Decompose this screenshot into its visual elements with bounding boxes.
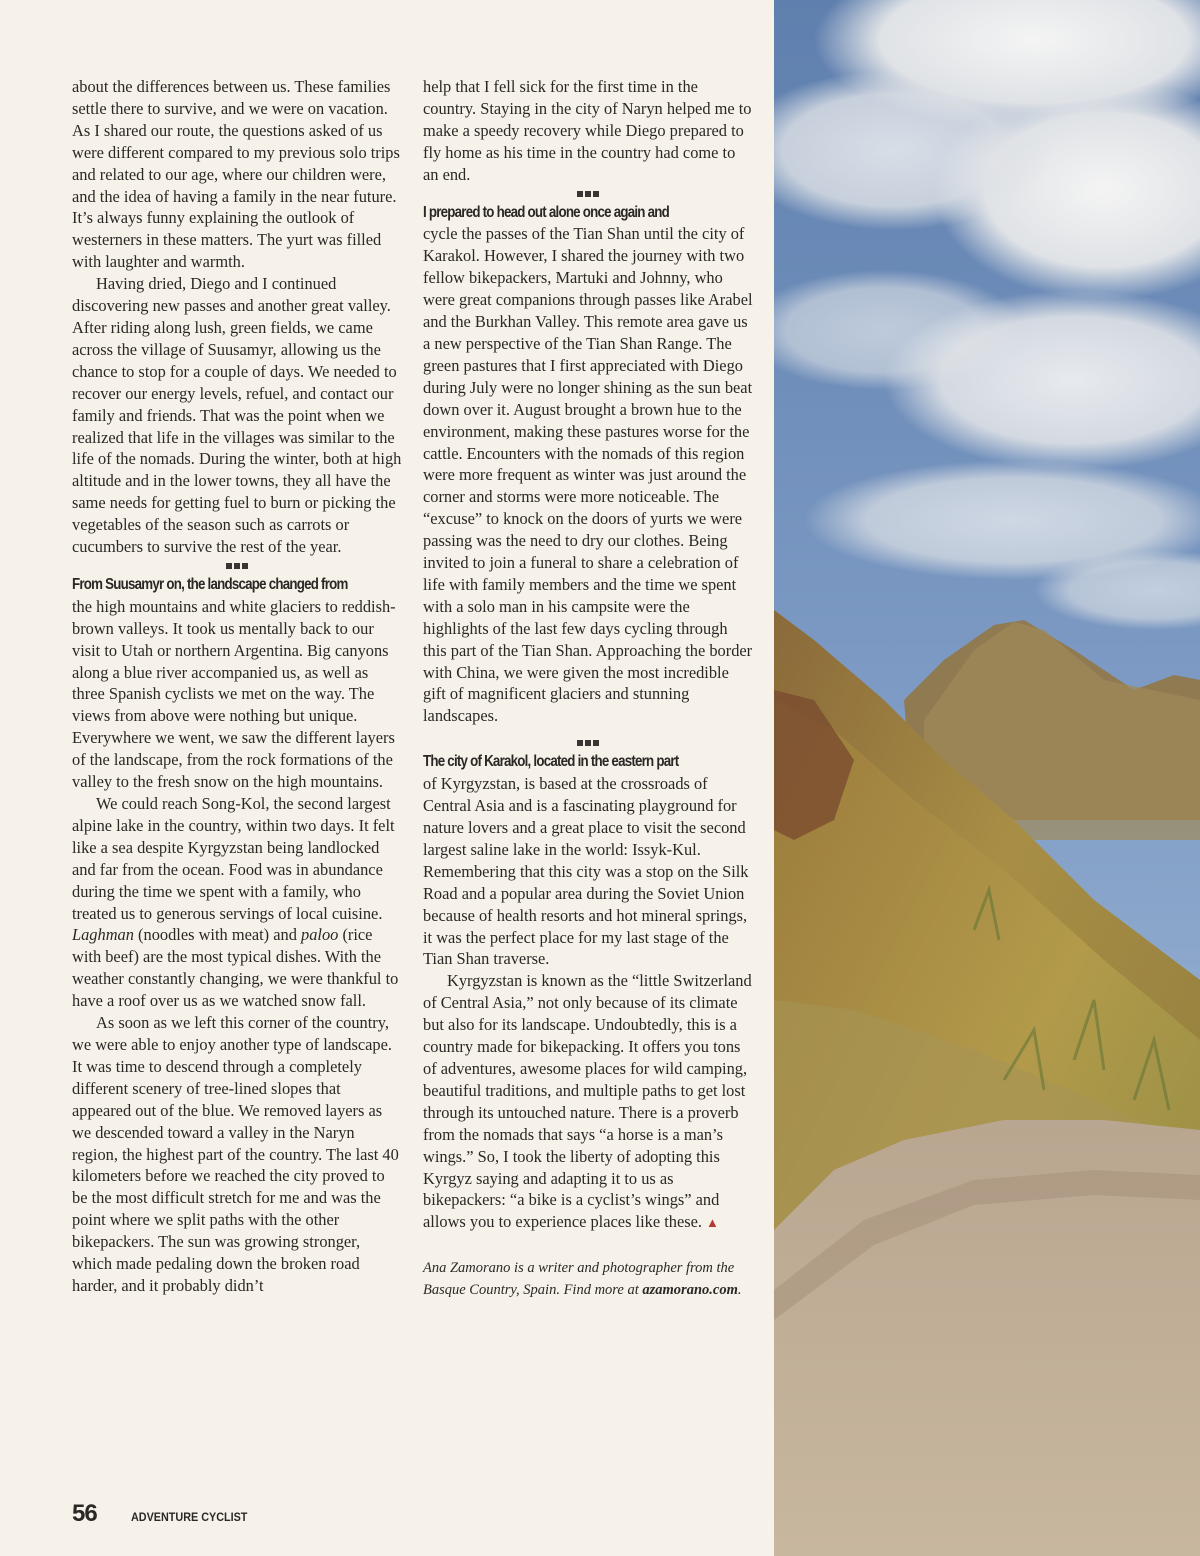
landscape-photo [774, 0, 1200, 1556]
section-lead-in: I prepared to head out alone once again and [423, 203, 669, 221]
magazine-name: ADVENTURE CYCLIST [130, 1510, 248, 1524]
italic-term: paloo [301, 925, 339, 945]
author-bio [423, 1258, 753, 1301]
three-squares-icon [72, 560, 402, 574]
paragraph [423, 751, 753, 970]
paragraph-text: (noodles with meat) and [133, 925, 301, 945]
paragraph: Having dried, Diego and I continued discovering new passes and another great valley. After riding along lush, green fields, we came across the village of Suusamyr, allowing us the chance to stop for a couple of days. We needed to recover our energy levels, refuel, and contact our family and friends. That was the point when we realized that life in the villages was similar to the life of the nomads. During the winter, both at high altitude and in the lower towns, they all have the same needs for getting fuel to burn or picking the vegetables of the season such as carrots or cucumbers to survive the rest of the year. [72, 274, 402, 557]
paragraph-text: of Kyrgyzstan, is based at the crossroads of Central Asia and is a fascinating playground for nature lovers and a great place to visit the second largest saline lake in the world: Issyk-Kul. Remembering that this city was a stop on the Silk Road and a popular area during the Soviet Union because of health resorts and hot mineral springs, it was the perfect place for my last stage of the Tian Shan traverse. [423, 774, 749, 969]
paragraph [72, 793, 402, 1012]
page-footer [72, 1500, 260, 1528]
author-website-link[interactable]: azamorano.com [642, 1281, 738, 1298]
paragraph-text: (rice with beef) are the most typical dishes. With the weather constantly changing, we were thankful to have a roof over us as we watched snow fall. [72, 925, 399, 1011]
section-lead-in: From Suusamyr on, the landscape changed from [72, 575, 348, 593]
paragraph-text: the high mountains and white glaciers to reddish-brown valleys. It took us mentally back to our visit to Utah or northern Argentina. Big canyons along a blue river accompanied us, as well as three Spanish cyclists we met on the way. The views from above were nothing but unique. Everywhere we went, we saw the different layers of the landscape, from the rock formations of the valley to the fresh snow on the high mountains. [72, 596, 396, 792]
triangle-logo-icon: ▲ [706, 1215, 719, 1231]
paragraph [423, 202, 753, 728]
article-column-left [72, 76, 402, 1297]
article-column-right [423, 76, 753, 1301]
paragraph: help that I fell sick for the first time in the country. Staying in the city of Naryn helped me to make a speedy recovery while Diego prepared to fly home as his time in the country had come to an end. [423, 77, 752, 184]
paragraph-text: Kyrgyzstan is known as the “little Switzerland of Central Asia,” not only because of its climate but also for its landscape. Undoubtedly, this is a country made for bikepacking. It offers you tons of adventures, awesome places for wild camping, beautiful traditions, and multiple paths to get lost through its untouched nature. There is a proverb from the nomads that says “a horse is a man’s wings.” So, I took the liberty of adopting this Kyrgyz saying and adapting it to us as bikepackers: “a bike is a cyclist’s wings” and allows you to experience places like these. [423, 971, 752, 1232]
mountain-valley-image [774, 0, 1200, 1556]
three-squares-icon [423, 188, 753, 202]
section-lead-in: The city of Karakol, located in the eastern part [423, 753, 679, 771]
bio-text: Ana Zamorano is a writer and photographer from the Basque Country, Spain. Find more at [423, 1260, 735, 1298]
page-number: 56 [72, 1500, 97, 1527]
paragraph-text: cycle the passes of the Tian Shan until the city of Karakol. However, I shared the journey with two fellow bikepackers, Martuki and Johnny, who were great companions through passes like Arabel and the Burkhan Valley. This remote area gave us a new perspective of the Tian Shan Range. The green pastures that I first appreciated with Diego during July were no longer shining as the sun beat down over it. August brought a brown hue to the environment, making these pastures worse for the cattle. Encounters with the nomads of this region were more frequent as winter was just around the corner and storms were more noticeable. The “excuse” to knock on the doors of yurts we were passing was the need to dry our clothes. Being invited to join a funeral to share a celebration of life with family members and the time we spent with a solo man in his campsite were the highlights of the last few days cycling through this part of the Tian Shan. Approaching the border with China, we were given the most incredible gift of magnificent glaciers and stunning landscapes. [423, 224, 753, 726]
paragraph [423, 970, 753, 1234]
paragraph-text: We could reach Song-Kol, the second largest alpine lake in the country, within two days. It felt like a sea despite Kyrgyzstan being landlocked and far from the ocean. Food was in abundance during the time we spent with a family, who treated us to generous servings of local cuisine. [72, 794, 395, 923]
three-squares-icon [423, 737, 753, 751]
paragraph: about the differences between us. These families settle there to survive, and we were on vacation. As I shared our route, the questions asked of us were different compared to my previous solo trips and related to our age, where our children were, and the idea of having a family in the near future. It’s always funny explaining the outlook of westerners in these matters. The yurt was filled with laughter and warmth. [72, 77, 400, 272]
paragraph: As soon as we left this corner of the country, we were able to enjoy another type of landscape. It was time to descend through a completely different scenery of tree-lined slopes that appeared out of the blue. We removed layers as we descended toward a valley in the Naryn region, the highest part of the country. The last 40 kilometers before we reached the city proved to be the most difficult stretch for me and was the point where we split paths with the other bikepackers. The sun was growing stronger, which made pedaling down the broken road harder, and it probably didn’t [72, 1013, 399, 1295]
italic-term: Laghman [72, 925, 134, 945]
paragraph [72, 574, 402, 793]
bio-end: . [737, 1281, 742, 1298]
